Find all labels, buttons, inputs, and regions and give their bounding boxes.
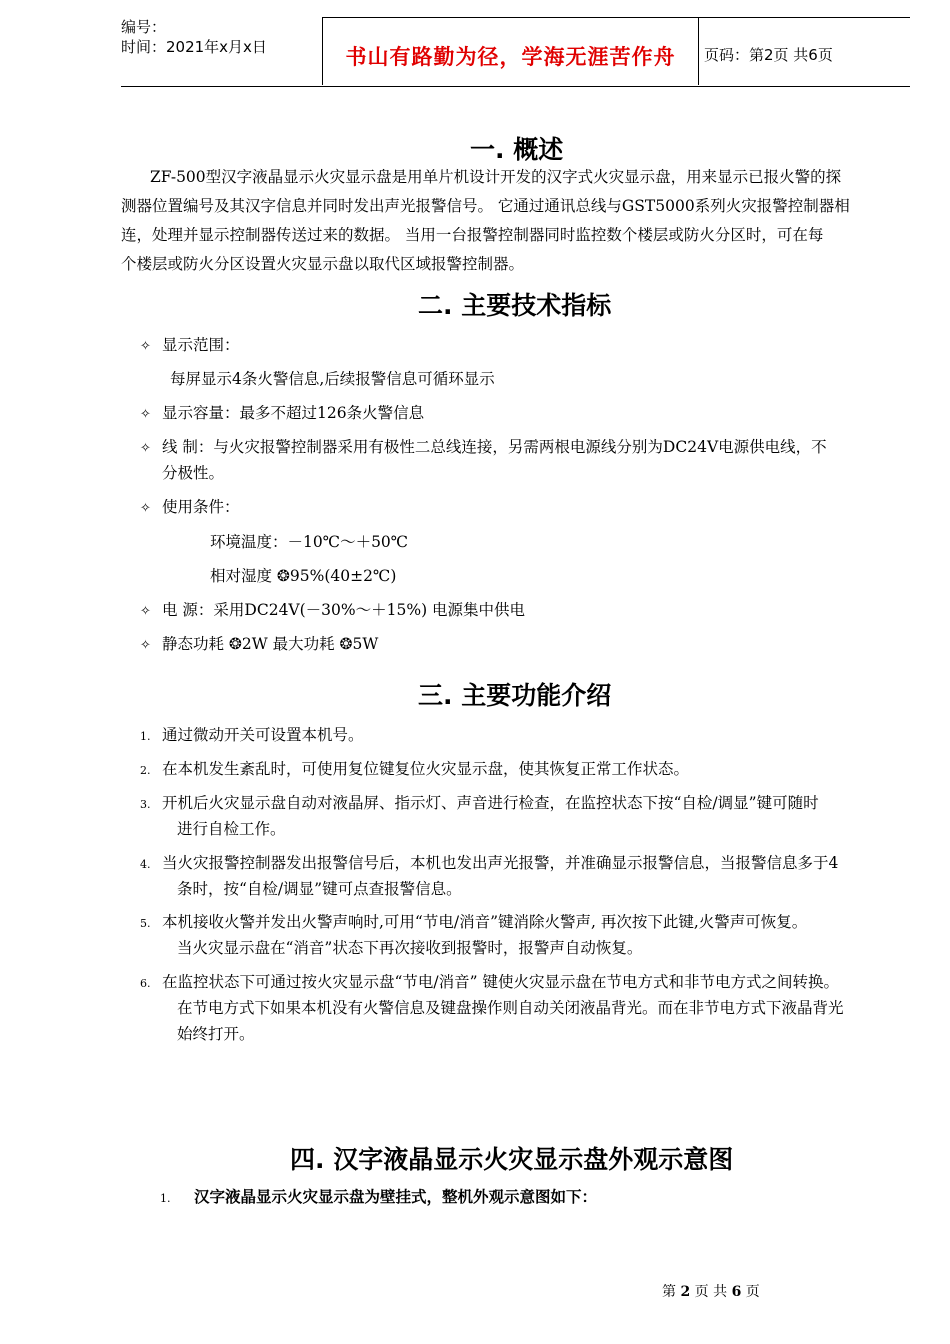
function-item: [140, 970, 839, 992]
footer-total-pages: 6: [731, 1284, 742, 1300]
spec-item-capacity: [140, 401, 424, 423]
spec-text: 电 源：采用DC24V(－30%～＋15%) 电源集中供电: [162, 601, 526, 619]
item-text: 汉字液晶显示火灾显示盘为壁挂式，整机外观示意图如下：: [194, 1187, 598, 1206]
header-motto: 书山有路勤为径，学海无涯苦作舟: [345, 45, 676, 69]
item-text: 本机接收火警并发出火警声响时,可用“节电/消音”键消除火警声, 再次按下此键,火警声可恢复。: [162, 913, 808, 931]
header-page-info: 页码：第2页 共6页: [704, 46, 833, 64]
spec-humidity: 相对湿度 ❂95%(40±2℃): [210, 567, 397, 585]
item-number: 4.: [140, 857, 151, 871]
page-header: [121, 17, 910, 87]
overview-line: ZF-500型汉字液晶显示火灾显示盘是用单片机设计开发的汉字式火灾显示盘，用来显示已报火警的探: [150, 168, 842, 186]
item-text-continued: 进行自检工作。: [177, 820, 286, 838]
function-item: [140, 851, 838, 873]
spec-text: 静态功耗 ❂2W 最大功耗 ❂5W: [162, 635, 379, 653]
spec-item-power: [140, 598, 525, 620]
function-item: [140, 723, 364, 745]
function-item: [140, 791, 819, 813]
function-item: [140, 910, 807, 932]
function-item: [140, 757, 689, 779]
spec-item-conditions: [140, 495, 240, 517]
diamond-bullet-icon: ✧: [140, 638, 151, 653]
overview-line: 连，处理并显示控制器传送过来的数据。 当用一台报警控制器同时监控数个楼层或防火分区时，可在每: [121, 226, 824, 244]
overview-line: 个楼层或防火分区设置火灾显示盘以取代区域报警控制器。: [121, 255, 525, 273]
item-number: 6.: [140, 976, 151, 990]
appearance-item: [160, 1185, 597, 1207]
diamond-bullet-icon: ✧: [140, 501, 151, 516]
footer-prefix: 第: [662, 1284, 676, 1300]
footer-page-number: 2: [680, 1284, 691, 1300]
item-text: 在监控状态下可通过按火灾显示盘“节电/消音” 键使火灾显示盘在节电方式和非节电方式之间转换。: [162, 973, 840, 991]
item-text-continued: 在节电方式下如果本机没有火警信息及键盘操作则自动关闭液晶背光。而在非节电方式下液晶背光: [177, 999, 844, 1017]
header-time: 时间：2021年x月x日: [121, 38, 267, 56]
section-title-appearance: 四. 汉字液晶显示火灾显示盘外观示意图: [290, 1145, 734, 1174]
section-title-overview: 一. 概述: [470, 135, 564, 164]
item-number: 1.: [140, 729, 151, 743]
item-text: 通过微动开关可设置本机号。: [162, 726, 364, 744]
item-text-continued: 始终打开。: [177, 1025, 255, 1043]
header-bottom-rule: [121, 86, 910, 87]
page-footer: [662, 1281, 760, 1301]
item-number: 1.: [160, 1192, 171, 1205]
spec-item-consumption: [140, 632, 378, 654]
spec-display-range-detail: 每屏显示4条火警信息,后续报警信息可循环显示: [170, 370, 495, 388]
section-title-functions: 三. 主要功能介绍: [418, 681, 612, 710]
header-motto-cell: [322, 17, 699, 85]
item-text: 当火灾报警控制器发出报警信号后，本机也发出声光报警，并准确显示报警信息，当报警信息多于4: [162, 854, 839, 872]
header-meta: [121, 17, 317, 85]
footer-mid: 页 共: [694, 1284, 728, 1300]
item-number: 3.: [140, 797, 151, 811]
footer-suffix: 页: [745, 1284, 760, 1300]
diamond-bullet-icon: ✧: [140, 407, 151, 422]
item-text-continued: 条时，按“自检/调显”键可点查报警信息。: [177, 880, 462, 898]
section-title-specs: 二. 主要技术指标: [418, 291, 612, 320]
spec-item-display-range: [140, 333, 240, 355]
spec-temperature: 环境温度：－10℃～＋50℃: [210, 533, 409, 551]
spec-label: 显示范围：: [162, 336, 240, 354]
spec-text: 线 制：与火灾报警控制器采用有极性二总线连接，另需两根电源线分别为DC24V电源供电线，不: [162, 438, 827, 456]
spec-item-wiring: [140, 435, 827, 457]
item-text: 在本机发生紊乱时，可使用复位键复位火灾显示盘，使其恢复正常工作状态。: [162, 760, 690, 778]
diamond-bullet-icon: ✧: [140, 604, 151, 619]
item-text: 开机后火灾显示盘自动对液晶屏、指示灯、声音进行检查，在监控状态下按“自检/调显”键可随时: [162, 794, 819, 812]
diamond-bullet-icon: ✧: [140, 441, 151, 456]
spec-wiring-continued: 分极性。: [162, 464, 225, 482]
header-number: 编号：: [121, 18, 167, 36]
item-number: 2.: [140, 763, 151, 777]
spec-text: 显示容量：最多不超过126条火警信息: [162, 404, 425, 422]
overview-line: 测器位置编号及其汉字信息并同时发出声光报警信号。 它通过通讯总线与GST5000系列火灾报警控制器相: [121, 197, 850, 215]
diamond-bullet-icon: ✧: [140, 339, 151, 354]
spec-label: 使用条件：: [162, 498, 240, 516]
item-number: 5.: [140, 916, 151, 930]
item-text-continued: 当火灾显示盘在“消音”状态下再次接收到报警时，报警声自动恢复。: [177, 939, 643, 957]
